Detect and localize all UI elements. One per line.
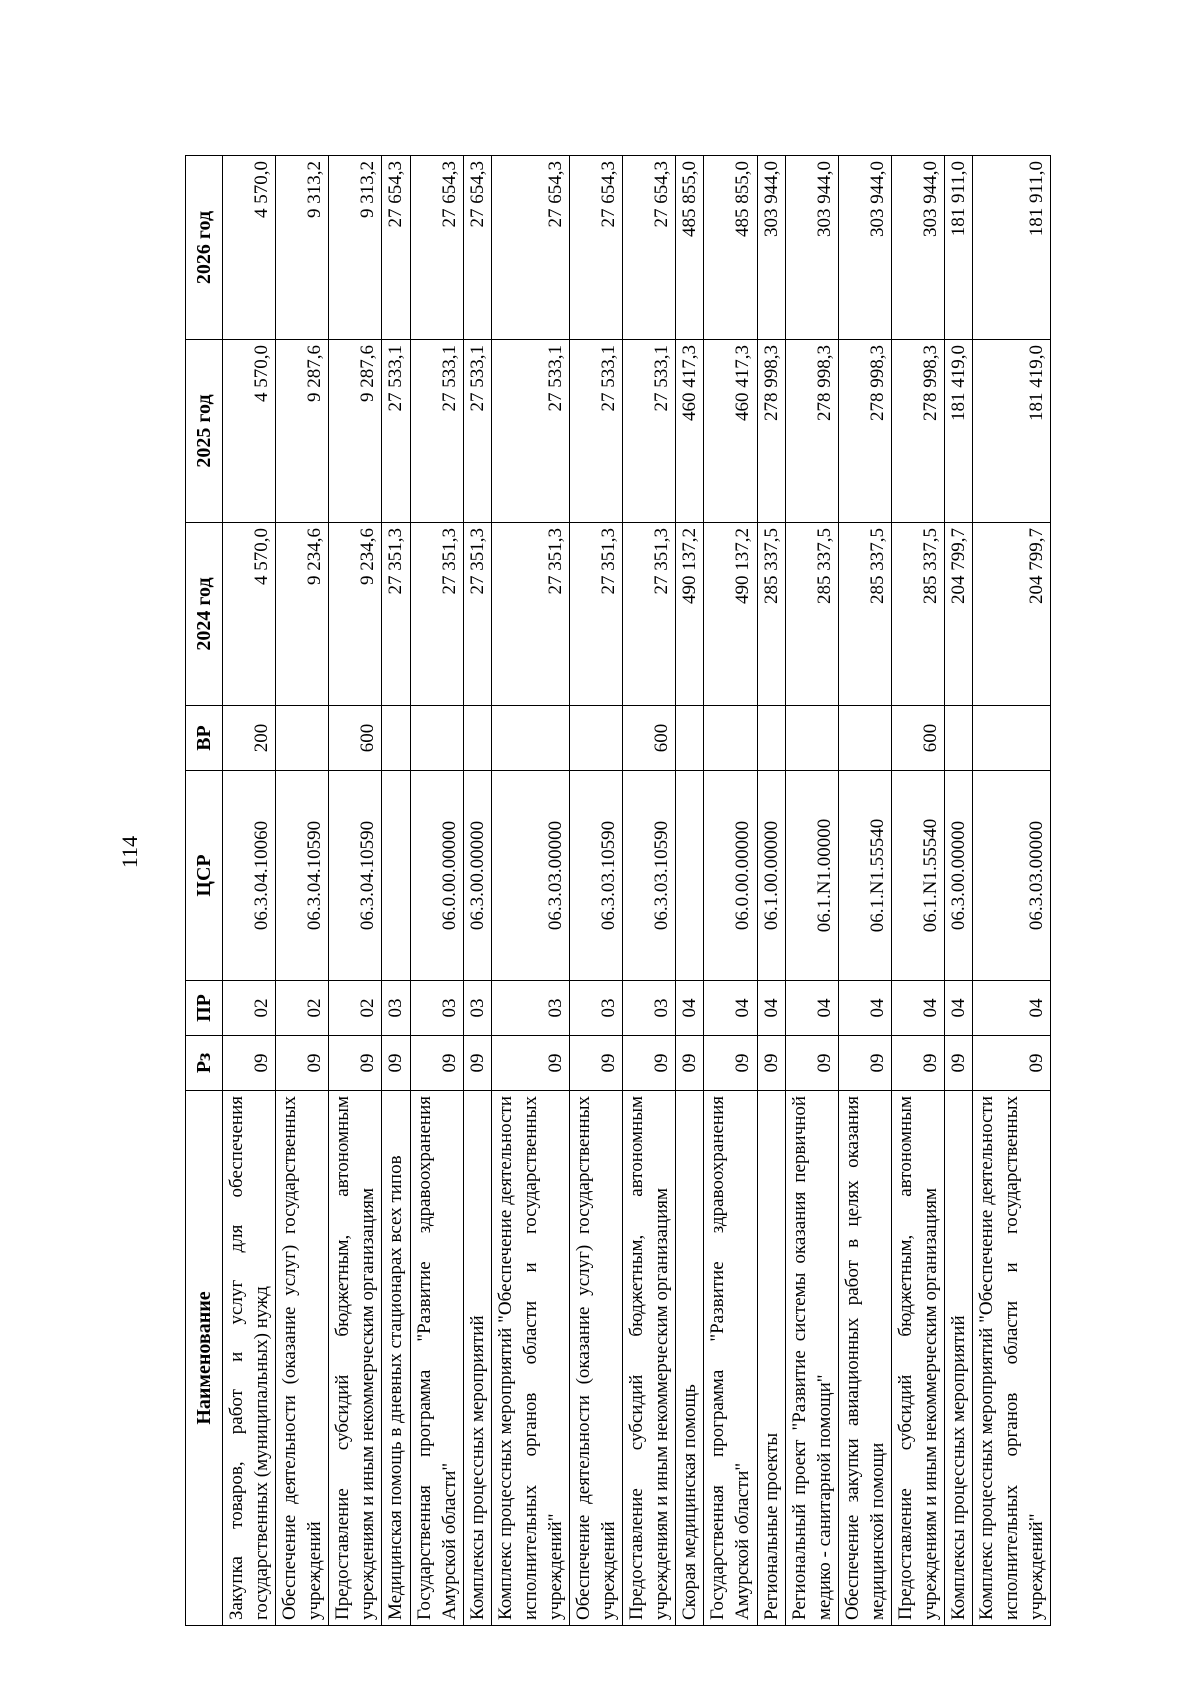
cell-2024: 27 351,3 xyxy=(382,523,410,706)
cell-csr: 06.3.03.00000 xyxy=(491,771,569,981)
cell-pr: 02 xyxy=(276,981,329,1036)
cell-2026: 181 911,0 xyxy=(945,156,973,340)
cell-name: Региональный проект "Развитие системы оказания первичной медико - санитарной помощи" xyxy=(785,1091,838,1626)
header-2025: 2025 год xyxy=(186,340,223,523)
cell-vr xyxy=(410,706,463,771)
cell-vr xyxy=(973,706,1051,771)
cell-2026: 303 944,0 xyxy=(785,156,838,340)
cell-2025: 27 533,1 xyxy=(410,340,463,523)
cell-csr: 06.3.04.10590 xyxy=(329,771,382,981)
cell-2024: 490 137,2 xyxy=(676,523,704,706)
table-row xyxy=(463,156,491,1626)
cell-rz: 09 xyxy=(757,1036,785,1091)
table-header-row xyxy=(186,156,223,1626)
cell-pr: 03 xyxy=(463,981,491,1036)
cell-2025: 27 533,1 xyxy=(570,340,623,523)
header-csr: ЦСР xyxy=(186,771,223,981)
table-row xyxy=(838,156,891,1626)
cell-rz: 09 xyxy=(570,1036,623,1091)
cell-vr xyxy=(757,706,785,771)
cell-csr: 06.3.03.10590 xyxy=(623,771,676,981)
cell-csr xyxy=(676,771,704,981)
cell-rz: 09 xyxy=(276,1036,329,1091)
cell-rz: 09 xyxy=(382,1036,410,1091)
cell-pr: 03 xyxy=(382,981,410,1036)
table-row xyxy=(329,156,382,1626)
cell-rz: 09 xyxy=(785,1036,838,1091)
cell-2026: 27 654,3 xyxy=(410,156,463,340)
cell-vr xyxy=(491,706,569,771)
cell-pr: 04 xyxy=(973,981,1051,1036)
cell-2025: 4 570,0 xyxy=(223,340,276,523)
cell-name: Государственная программа "Развитие здравоохранения Амурской области" xyxy=(410,1091,463,1626)
cell-vr xyxy=(276,706,329,771)
cell-vr xyxy=(463,706,491,771)
header-vr: ВР xyxy=(186,706,223,771)
cell-pr: 04 xyxy=(945,981,973,1036)
table-row xyxy=(785,156,838,1626)
table-row xyxy=(704,156,757,1626)
cell-2025: 9 287,6 xyxy=(329,340,382,523)
cell-2025: 27 533,1 xyxy=(463,340,491,523)
table-row xyxy=(945,156,973,1626)
cell-csr: 06.3.00.00000 xyxy=(463,771,491,981)
rotated-table-wrapper xyxy=(185,156,1051,1626)
cell-2025: 181 419,0 xyxy=(973,340,1051,523)
cell-name: Обеспечение закупки авиационных работ в целях оказания медицинской помощи xyxy=(838,1091,891,1626)
cell-name: Медицинская помощь в дневных стационарах всех типов xyxy=(382,1091,410,1626)
cell-2026: 303 944,0 xyxy=(757,156,785,340)
cell-rz: 09 xyxy=(838,1036,891,1091)
cell-vr: 600 xyxy=(891,706,944,771)
table-row xyxy=(973,156,1051,1626)
cell-2024: 285 337,5 xyxy=(785,523,838,706)
cell-2024: 9 234,6 xyxy=(276,523,329,706)
cell-2024: 204 799,7 xyxy=(973,523,1051,706)
cell-pr: 04 xyxy=(891,981,944,1036)
table-row xyxy=(491,156,569,1626)
cell-rz: 09 xyxy=(410,1036,463,1091)
cell-2024: 27 351,3 xyxy=(410,523,463,706)
cell-2026: 303 944,0 xyxy=(891,156,944,340)
cell-pr: 04 xyxy=(676,981,704,1036)
cell-name: Скорая медицинская помощь xyxy=(676,1091,704,1626)
page-number: 114 xyxy=(117,835,142,869)
cell-rz: 09 xyxy=(623,1036,676,1091)
cell-name: Региональные проекты xyxy=(757,1091,785,1626)
cell-2024: 285 337,5 xyxy=(757,523,785,706)
cell-2026: 485 855,0 xyxy=(676,156,704,340)
table-row xyxy=(382,156,410,1626)
cell-name: Предоставление субсидий бюджетным, автономным учреждениям и иным некоммерческим организациям xyxy=(329,1091,382,1626)
cell-pr: 04 xyxy=(704,981,757,1036)
cell-2025: 181 419,0 xyxy=(945,340,973,523)
cell-rz: 09 xyxy=(891,1036,944,1091)
header-rz: Рз xyxy=(186,1036,223,1091)
cell-vr xyxy=(945,706,973,771)
cell-csr: 06.1.N1.55540 xyxy=(838,771,891,981)
cell-2024: 27 351,3 xyxy=(491,523,569,706)
cell-vr xyxy=(382,706,410,771)
cell-2024: 285 337,5 xyxy=(891,523,944,706)
cell-2024: 9 234,6 xyxy=(329,523,382,706)
cell-name: Предоставление субсидий бюджетным, автономным учреждениям и иным некоммерческим организациям xyxy=(623,1091,676,1626)
cell-rz: 09 xyxy=(973,1036,1051,1091)
cell-2024: 204 799,7 xyxy=(945,523,973,706)
cell-2024: 285 337,5 xyxy=(838,523,891,706)
cell-2025: 27 533,1 xyxy=(382,340,410,523)
cell-2026: 27 654,3 xyxy=(570,156,623,340)
cell-pr: 04 xyxy=(785,981,838,1036)
cell-2026: 9 313,2 xyxy=(329,156,382,340)
table-row xyxy=(676,156,704,1626)
cell-2024: 490 137,2 xyxy=(704,523,757,706)
cell-name: Государственная программа "Развитие здравоохранения Амурской области" xyxy=(704,1091,757,1626)
cell-name: Комплексы процессных мероприятий xyxy=(463,1091,491,1626)
table-row xyxy=(891,156,944,1626)
cell-vr xyxy=(838,706,891,771)
cell-2024: 4 570,0 xyxy=(223,523,276,706)
cell-2024: 27 351,3 xyxy=(463,523,491,706)
cell-2026: 303 944,0 xyxy=(838,156,891,340)
cell-rz: 09 xyxy=(223,1036,276,1091)
table-row xyxy=(276,156,329,1626)
cell-csr: 06.3.03.10590 xyxy=(570,771,623,981)
table-row xyxy=(223,156,276,1626)
table-row xyxy=(570,156,623,1626)
cell-pr: 04 xyxy=(838,981,891,1036)
cell-2025: 278 998,3 xyxy=(785,340,838,523)
cell-pr: 02 xyxy=(223,981,276,1036)
cell-2025: 278 998,3 xyxy=(838,340,891,523)
cell-2025: 278 998,3 xyxy=(757,340,785,523)
cell-vr: 600 xyxy=(329,706,382,771)
cell-2026: 485 855,0 xyxy=(704,156,757,340)
cell-vr xyxy=(676,706,704,771)
cell-2025: 9 287,6 xyxy=(276,340,329,523)
cell-name: Комплексы процессных мероприятий xyxy=(945,1091,973,1626)
cell-name: Комплекс процессных мероприятий "Обеспечение деятельности исполнительных органов области и государственных учреждений" xyxy=(491,1091,569,1626)
cell-pr: 03 xyxy=(570,981,623,1036)
cell-pr: 02 xyxy=(329,981,382,1036)
cell-rz: 09 xyxy=(491,1036,569,1091)
cell-2024: 27 351,3 xyxy=(570,523,623,706)
table-row xyxy=(410,156,463,1626)
cell-name: Обеспечение деятельности (оказание услуг) государственных учреждений xyxy=(570,1091,623,1626)
budget-table xyxy=(185,155,1051,1626)
header-2024: 2024 год xyxy=(186,523,223,706)
cell-name: Комплекс процессных мероприятий "Обеспечение деятельности исполнительных органов области и государственных учреждений" xyxy=(973,1091,1051,1626)
cell-csr: 06.3.04.10060 xyxy=(223,771,276,981)
header-pr: ПР xyxy=(186,981,223,1036)
cell-csr xyxy=(382,771,410,981)
cell-pr: 03 xyxy=(410,981,463,1036)
header-name: Наименование xyxy=(186,1091,223,1626)
cell-csr: 06.0.00.00000 xyxy=(410,771,463,981)
cell-name: Закупка товаров, работ и услуг для обеспечения государственных (муниципальных) нужд xyxy=(223,1091,276,1626)
cell-pr: 03 xyxy=(623,981,676,1036)
cell-2026: 27 654,3 xyxy=(491,156,569,340)
table-row xyxy=(623,156,676,1626)
cell-csr: 06.1.N1.55540 xyxy=(891,771,944,981)
cell-2024: 27 351,3 xyxy=(623,523,676,706)
cell-rz: 09 xyxy=(676,1036,704,1091)
cell-csr: 06.1.N1.00000 xyxy=(785,771,838,981)
cell-csr: 06.0.00.00000 xyxy=(704,771,757,981)
cell-rz: 09 xyxy=(945,1036,973,1091)
cell-2026: 27 654,3 xyxy=(382,156,410,340)
cell-vr xyxy=(785,706,838,771)
header-2026: 2026 год xyxy=(186,156,223,340)
cell-2025: 460 417,3 xyxy=(676,340,704,523)
cell-vr: 200 xyxy=(223,706,276,771)
cell-2025: 27 533,1 xyxy=(623,340,676,523)
table-row xyxy=(757,156,785,1626)
cell-name: Предоставление субсидий бюджетным, автономным учреждениям и иным некоммерческим организациям xyxy=(891,1091,944,1626)
cell-2026: 27 654,3 xyxy=(623,156,676,340)
cell-2026: 181 911,0 xyxy=(973,156,1051,340)
cell-rz: 09 xyxy=(329,1036,382,1091)
cell-rz: 09 xyxy=(463,1036,491,1091)
cell-vr xyxy=(570,706,623,771)
cell-vr: 600 xyxy=(623,706,676,771)
cell-rz: 09 xyxy=(704,1036,757,1091)
cell-csr: 06.1.00.00000 xyxy=(757,771,785,981)
cell-csr: 06.3.04.10590 xyxy=(276,771,329,981)
cell-2025: 460 417,3 xyxy=(704,340,757,523)
cell-2025: 278 998,3 xyxy=(891,340,944,523)
cell-csr: 06.3.00.00000 xyxy=(945,771,973,981)
cell-2026: 27 654,3 xyxy=(463,156,491,340)
cell-name: Обеспечение деятельности (оказание услуг) государственных учреждений xyxy=(276,1091,329,1626)
cell-2026: 9 313,2 xyxy=(276,156,329,340)
cell-vr xyxy=(704,706,757,771)
table-body xyxy=(223,156,1051,1626)
cell-2026: 4 570,0 xyxy=(223,156,276,340)
cell-pr: 04 xyxy=(757,981,785,1036)
cell-pr: 03 xyxy=(491,981,569,1036)
cell-csr: 06.3.03.00000 xyxy=(973,771,1051,981)
cell-2025: 27 533,1 xyxy=(491,340,569,523)
